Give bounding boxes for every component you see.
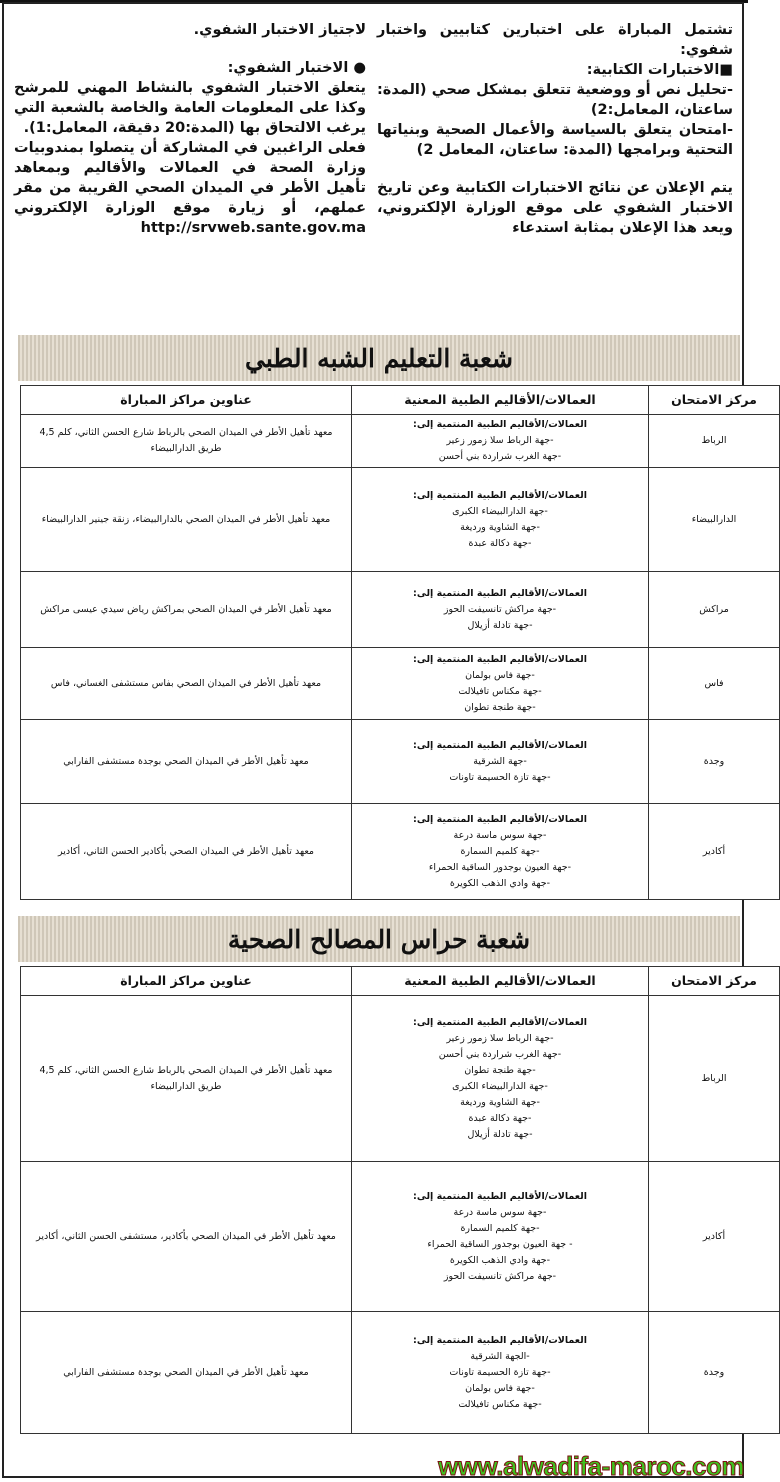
column-header-center: مركز الامتحان xyxy=(649,967,780,996)
address-cell: معهد تأهيل الأطر في الميدان الصحي بالرباط شارع الحسن الثاني، كلم 4,5 طريق الدارالبيضاء xyxy=(21,996,352,1162)
sections-container xyxy=(18,335,757,1434)
intro-paragraph: لاجتياز الاختبار الشفوي. xyxy=(193,22,366,38)
regions-cell xyxy=(352,468,649,572)
table-row xyxy=(21,996,780,1162)
region-item: -جهة الغرب شراردة بني أحسن xyxy=(438,451,562,462)
region-item: -جهة الشرقية xyxy=(473,755,527,767)
exam-center-cell: فاس xyxy=(649,648,780,720)
column-header-regions: العمالات/الأقاليم الطبية المعنية xyxy=(352,386,649,415)
address-cell: معهد تأهيل الأطر في الميدان الصحي بوجدة مستشفى الفارابي xyxy=(21,720,352,804)
region-item: -جهة الشاوية ورديغة xyxy=(460,1096,540,1108)
regions-cell xyxy=(352,996,649,1162)
intro-right-column xyxy=(377,20,733,238)
regions-lead: العمالات/الأقاليم الطبية المنتمية إلى: xyxy=(413,419,587,430)
intro-paragraph xyxy=(14,40,366,58)
exam-center-cell: وجدة xyxy=(649,720,780,804)
region-item: -جهة تازة الحسيمة تاونات xyxy=(449,1366,551,1378)
intro-paragraph: تشتمل المباراة على اختبارين كتابيين واختبار شفوي: xyxy=(377,22,733,58)
regions-lead: العمالات/الأقاليم الطبية المنتمية إلى: xyxy=(413,1016,587,1028)
intro-paragraph: يتم الإعلان عن نتائج الاختبارات الكتابية وعن تاريخ الاختبار الشفوي على موقع الوزارة الإلكتروني، ويعد هذا الإعلان بمثابة استدعاء xyxy=(377,180,733,236)
table-row xyxy=(21,415,780,468)
region-item: -جهة الرباط سلا زمور زعير xyxy=(446,1032,554,1044)
region-item: -جهة طنجة تطوان xyxy=(464,701,536,713)
address-cell: معهد تأهيل الأطر في الميدان الصحي بالدارالبيضاء، زنقة جينير الدارالبيضاء xyxy=(21,468,352,572)
table-row xyxy=(21,1162,780,1312)
intro-paragraph: ■الاختبارات الكتابية: xyxy=(586,62,733,78)
region-item: -جهة الرباط سلا زمور زعير xyxy=(446,435,554,446)
region-item: -الجهة الشرقية xyxy=(470,1350,530,1362)
regions-lead: العمالات/الأقاليم الطبية المنتمية إلى: xyxy=(413,739,587,751)
address-cell: معهد تأهيل الأطر في الميدان الصحي بأكادير الحسن الثاني، أكادير xyxy=(21,804,352,900)
exam-center-cell: الرباط xyxy=(649,996,780,1162)
regions-cell xyxy=(352,720,649,804)
region-item: -جهة الشاوية ورديغة xyxy=(460,521,540,533)
region-item: -جهة مراكش تانسيفت الحوز xyxy=(443,1270,557,1282)
region-item: -جهة وادي الذهب الكويرة xyxy=(449,1254,551,1266)
regions-cell xyxy=(352,1312,649,1434)
section-banner-paramedical xyxy=(18,335,740,381)
regions-cell xyxy=(352,648,649,720)
regions-lead: العمالات/الأقاليم الطبية المنتمية إلى: xyxy=(413,653,587,665)
regions-lead: العمالات/الأقاليم الطبية المنتمية إلى: xyxy=(413,1334,587,1346)
region-item: -جهة مكناس تافيلالت xyxy=(458,685,542,697)
exam-center-cell: وجدة xyxy=(649,1312,780,1434)
region-item: -جهة دكالة عبدة xyxy=(468,537,532,549)
region-item: -جهة تادلة أزيلال xyxy=(467,619,533,631)
regions-lead: العمالات/الأقاليم الطبية المنتمية إلى: xyxy=(413,813,587,825)
region-item: -جهة سوس ماسة درعة xyxy=(453,1206,547,1218)
address-cell: معهد تأهيل الأطر في الميدان الصحي بالرباط شارع الحسن الثاني، كلم 4,5 طريق الدارالبيضاء xyxy=(21,415,352,468)
table-row xyxy=(21,468,780,572)
exam-centers-table-paramedical xyxy=(20,385,780,900)
address-cell: معهد تأهيل الأطر في الميدان الصحي بمراكش رياض سيدي عيسى مراكش xyxy=(21,572,352,648)
region-item: -جهة فاس بولمان xyxy=(465,1382,535,1394)
column-header-address: عناوين مراكز المباراة xyxy=(21,967,352,996)
region-item: -جهة سوس ماسة درعة xyxy=(453,829,547,841)
region-item: -جهة كلميم السمارة xyxy=(460,1222,540,1234)
section-title: شعبة التعليم الشبه الطبي xyxy=(245,343,513,373)
column-header-center: مركز الامتحان xyxy=(649,386,780,415)
region-item: -جهة وادي الذهب الكويرة xyxy=(449,877,551,889)
region-item: -جهة مراكش تانسيفت الحوز xyxy=(443,603,557,615)
region-item: -جهة الدارالبيضاء الكبرى xyxy=(452,505,548,517)
regions-lead: العمالات/الأقاليم الطبية المنتمية إلى: xyxy=(413,587,587,599)
exam-center-cell: الدارالبيضاء xyxy=(649,468,780,572)
address-cell: معهد تأهيل الأطر في الميدان الصحي بفاس مستشفى الغساني، فاس xyxy=(21,648,352,720)
exam-center-cell: أكادير xyxy=(649,1162,780,1312)
intro-paragraph: -تحليل نص أو ووضعية تتعلق بمشكل صحي (المدة: ساعتان، المعامل:2) xyxy=(377,82,733,118)
exam-centers-table-health-guards xyxy=(20,966,780,1434)
region-item: -جهة العيون بوجدور الساقية الحمراء xyxy=(428,861,572,873)
regions-lead: العمالات/الأقاليم الطبية المنتمية إلى: xyxy=(413,1190,587,1202)
watermark: www.alwadifa-maroc.com xyxy=(438,1451,744,1481)
table-row xyxy=(21,1312,780,1434)
regions-cell xyxy=(352,1162,649,1312)
region-item: -جهة الدارالبيضاء الكبرى xyxy=(452,1080,548,1092)
section-banner-health-guards xyxy=(18,916,740,962)
region-item: -جهة دكالة عبدة xyxy=(468,1112,532,1124)
region-item: - جهة العيون بوجدور الساقية الحمراء xyxy=(427,1238,573,1250)
intro-paragraph: يتعلق الاختبار الشفوي بالنشاط المهني للمرشح وكذا على المعلومات العامة والخاصة بالشعبة التي يرغب الالتحاق بها (المدة:20 دقيقة، المعامل:1). xyxy=(14,80,366,136)
table-header-row xyxy=(21,967,780,996)
regions-cell xyxy=(352,415,649,468)
region-item: -جهة كلميم السمارة xyxy=(460,845,540,857)
intro-paragraph xyxy=(377,160,733,178)
column-header-regions: العمالات/الأقاليم الطبية المعنية xyxy=(352,967,649,996)
table-row xyxy=(21,648,780,720)
regions-cell xyxy=(352,572,649,648)
region-item: -جهة الغرب شراردة بني أحسن xyxy=(438,1048,562,1060)
region-item: -جهة فاس بولمان xyxy=(465,669,535,681)
regions-cell xyxy=(352,804,649,900)
regions-lead: العمالات/الأقاليم الطبية المنتمية إلى: xyxy=(413,489,587,501)
table-row xyxy=(21,572,780,648)
intro-paragraph: فعلى الراغبين في المشاركة أن يتصلوا بمندوبيات وزارة الصحة في العمالات والأقاليم وبمعاهد تأهيل الأطر في الميدان الصحي القريبة من مقر عملهم، أو زيارة موقع الوزارة الإلكتروني http://srvweb.sante.gov.ma xyxy=(14,140,366,236)
region-item: -جهة تازة الحسيمة تاونات xyxy=(449,771,551,783)
region-item: -جهة مكناس تافيلالت xyxy=(458,1398,542,1410)
address-cell: معهد تأهيل الأطر في الميدان الصحي بوجدة مستشفى الفارابي xyxy=(21,1312,352,1434)
table-header-row xyxy=(21,386,780,415)
region-item: -جهة طنجة تطوان xyxy=(464,1064,536,1076)
column-header-address: عناوين مراكز المباراة xyxy=(21,386,352,415)
exam-center-cell: أكادير xyxy=(649,804,780,900)
table-row xyxy=(21,720,780,804)
intro-paragraph: ● الاختبار الشفوي: xyxy=(227,60,366,76)
exam-center-cell: مراكش xyxy=(649,572,780,648)
region-item: -جهة تادلة أزيلال xyxy=(467,1128,533,1140)
intro-paragraph: -امتحان يتعلق بالسياسة والأعمال الصحية وبنياتها التحتية وبرامجها (المدة: ساعتان، المعامل 2) xyxy=(377,122,733,158)
table-row xyxy=(21,804,780,900)
intro-left-column xyxy=(14,20,366,238)
exam-center-cell: الرباط xyxy=(649,415,780,468)
address-cell: معهد تأهيل الأطر في الميدان الصحي بأكادير، مستشفى الحسن الثاني، أكادير xyxy=(21,1162,352,1312)
section-title: شعبة حراس المصالح الصحية xyxy=(227,924,531,954)
